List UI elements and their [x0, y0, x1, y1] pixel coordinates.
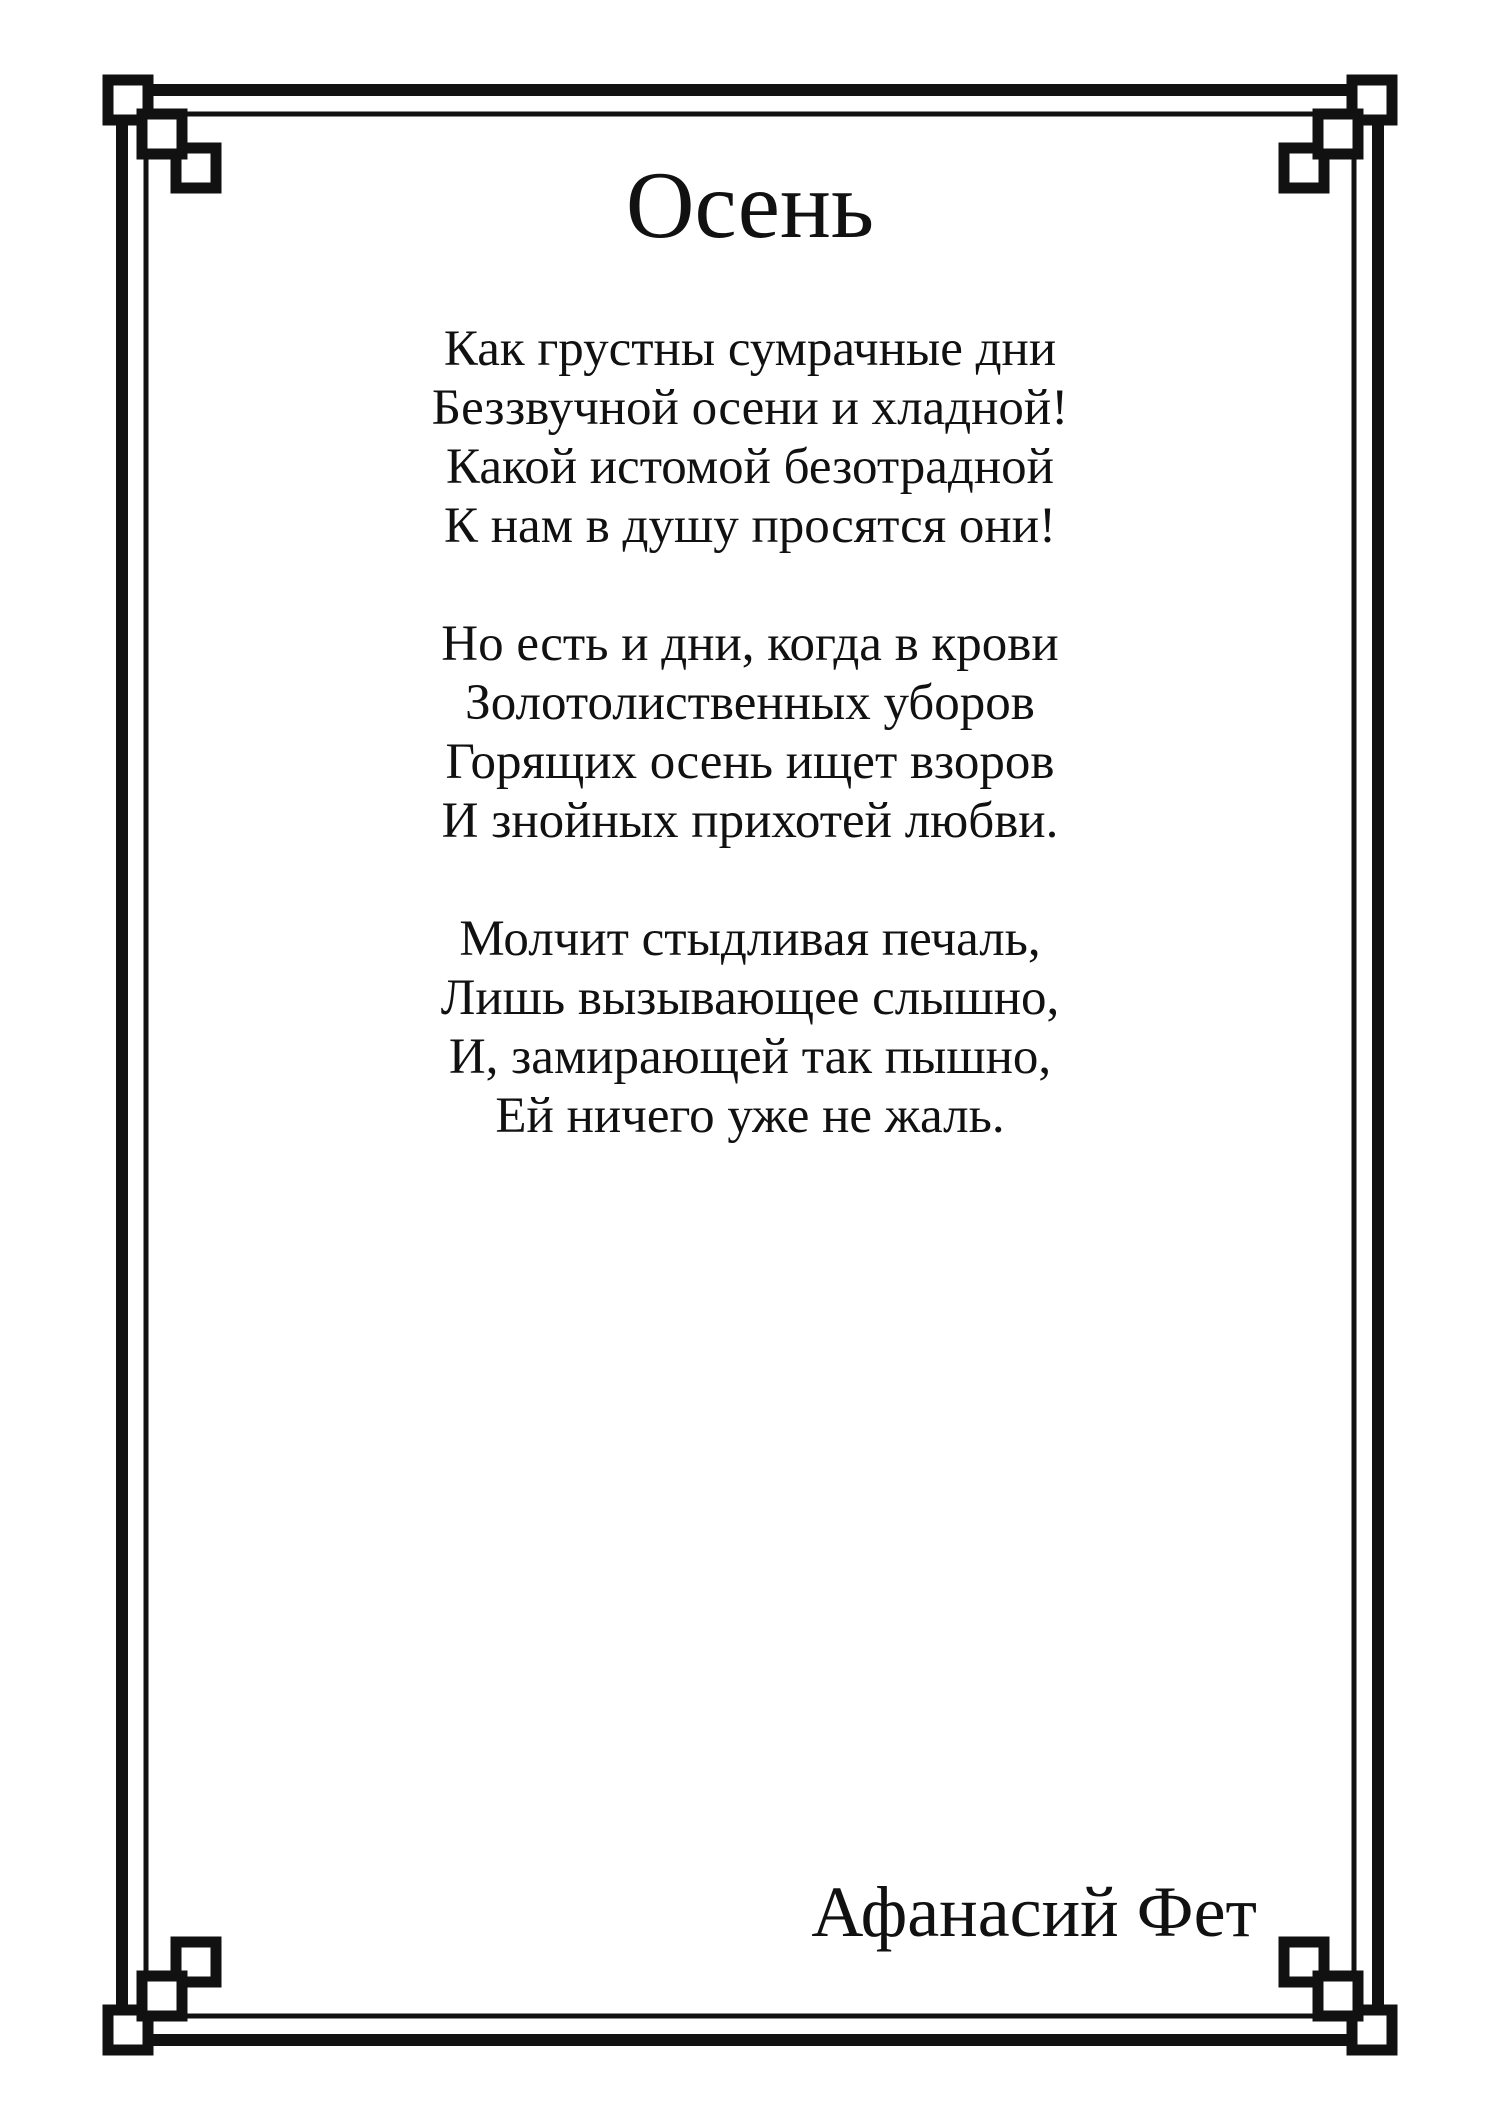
poem-line: Лишь вызывающее слышно, — [440, 970, 1060, 1026]
poem-body — [0, 320, 1500, 1205]
poem-line: Но есть и дни, когда в крови — [441, 616, 1059, 672]
poem-line: И знойных прихотей любви. — [441, 793, 1059, 849]
stanza-2 — [0, 615, 1500, 851]
poem-author: Афанасий Фет — [811, 1872, 1257, 1952]
poem-line: Как грустны сумрачные дни — [443, 321, 1057, 377]
poem-title: Осень — [625, 152, 875, 258]
poem-line: Беззвучной осени и хладной! — [431, 380, 1069, 436]
poem-line: Горящих осень ищет взоров — [445, 734, 1055, 790]
poem-line: Какой истомой безотрадной — [446, 439, 1054, 495]
poem-line: Золотолиственных уборов — [465, 675, 1035, 731]
stanza-1 — [0, 320, 1500, 556]
poem-line: Молчит стыдливая печаль, — [459, 911, 1041, 967]
stanza-3 — [0, 910, 1500, 1146]
poem-line: И, замирающей так пышно, — [448, 1029, 1052, 1085]
poem-line: Ей ничего уже не жаль. — [495, 1088, 1005, 1144]
poem-line: К нам в душу просятся они! — [444, 498, 1056, 554]
